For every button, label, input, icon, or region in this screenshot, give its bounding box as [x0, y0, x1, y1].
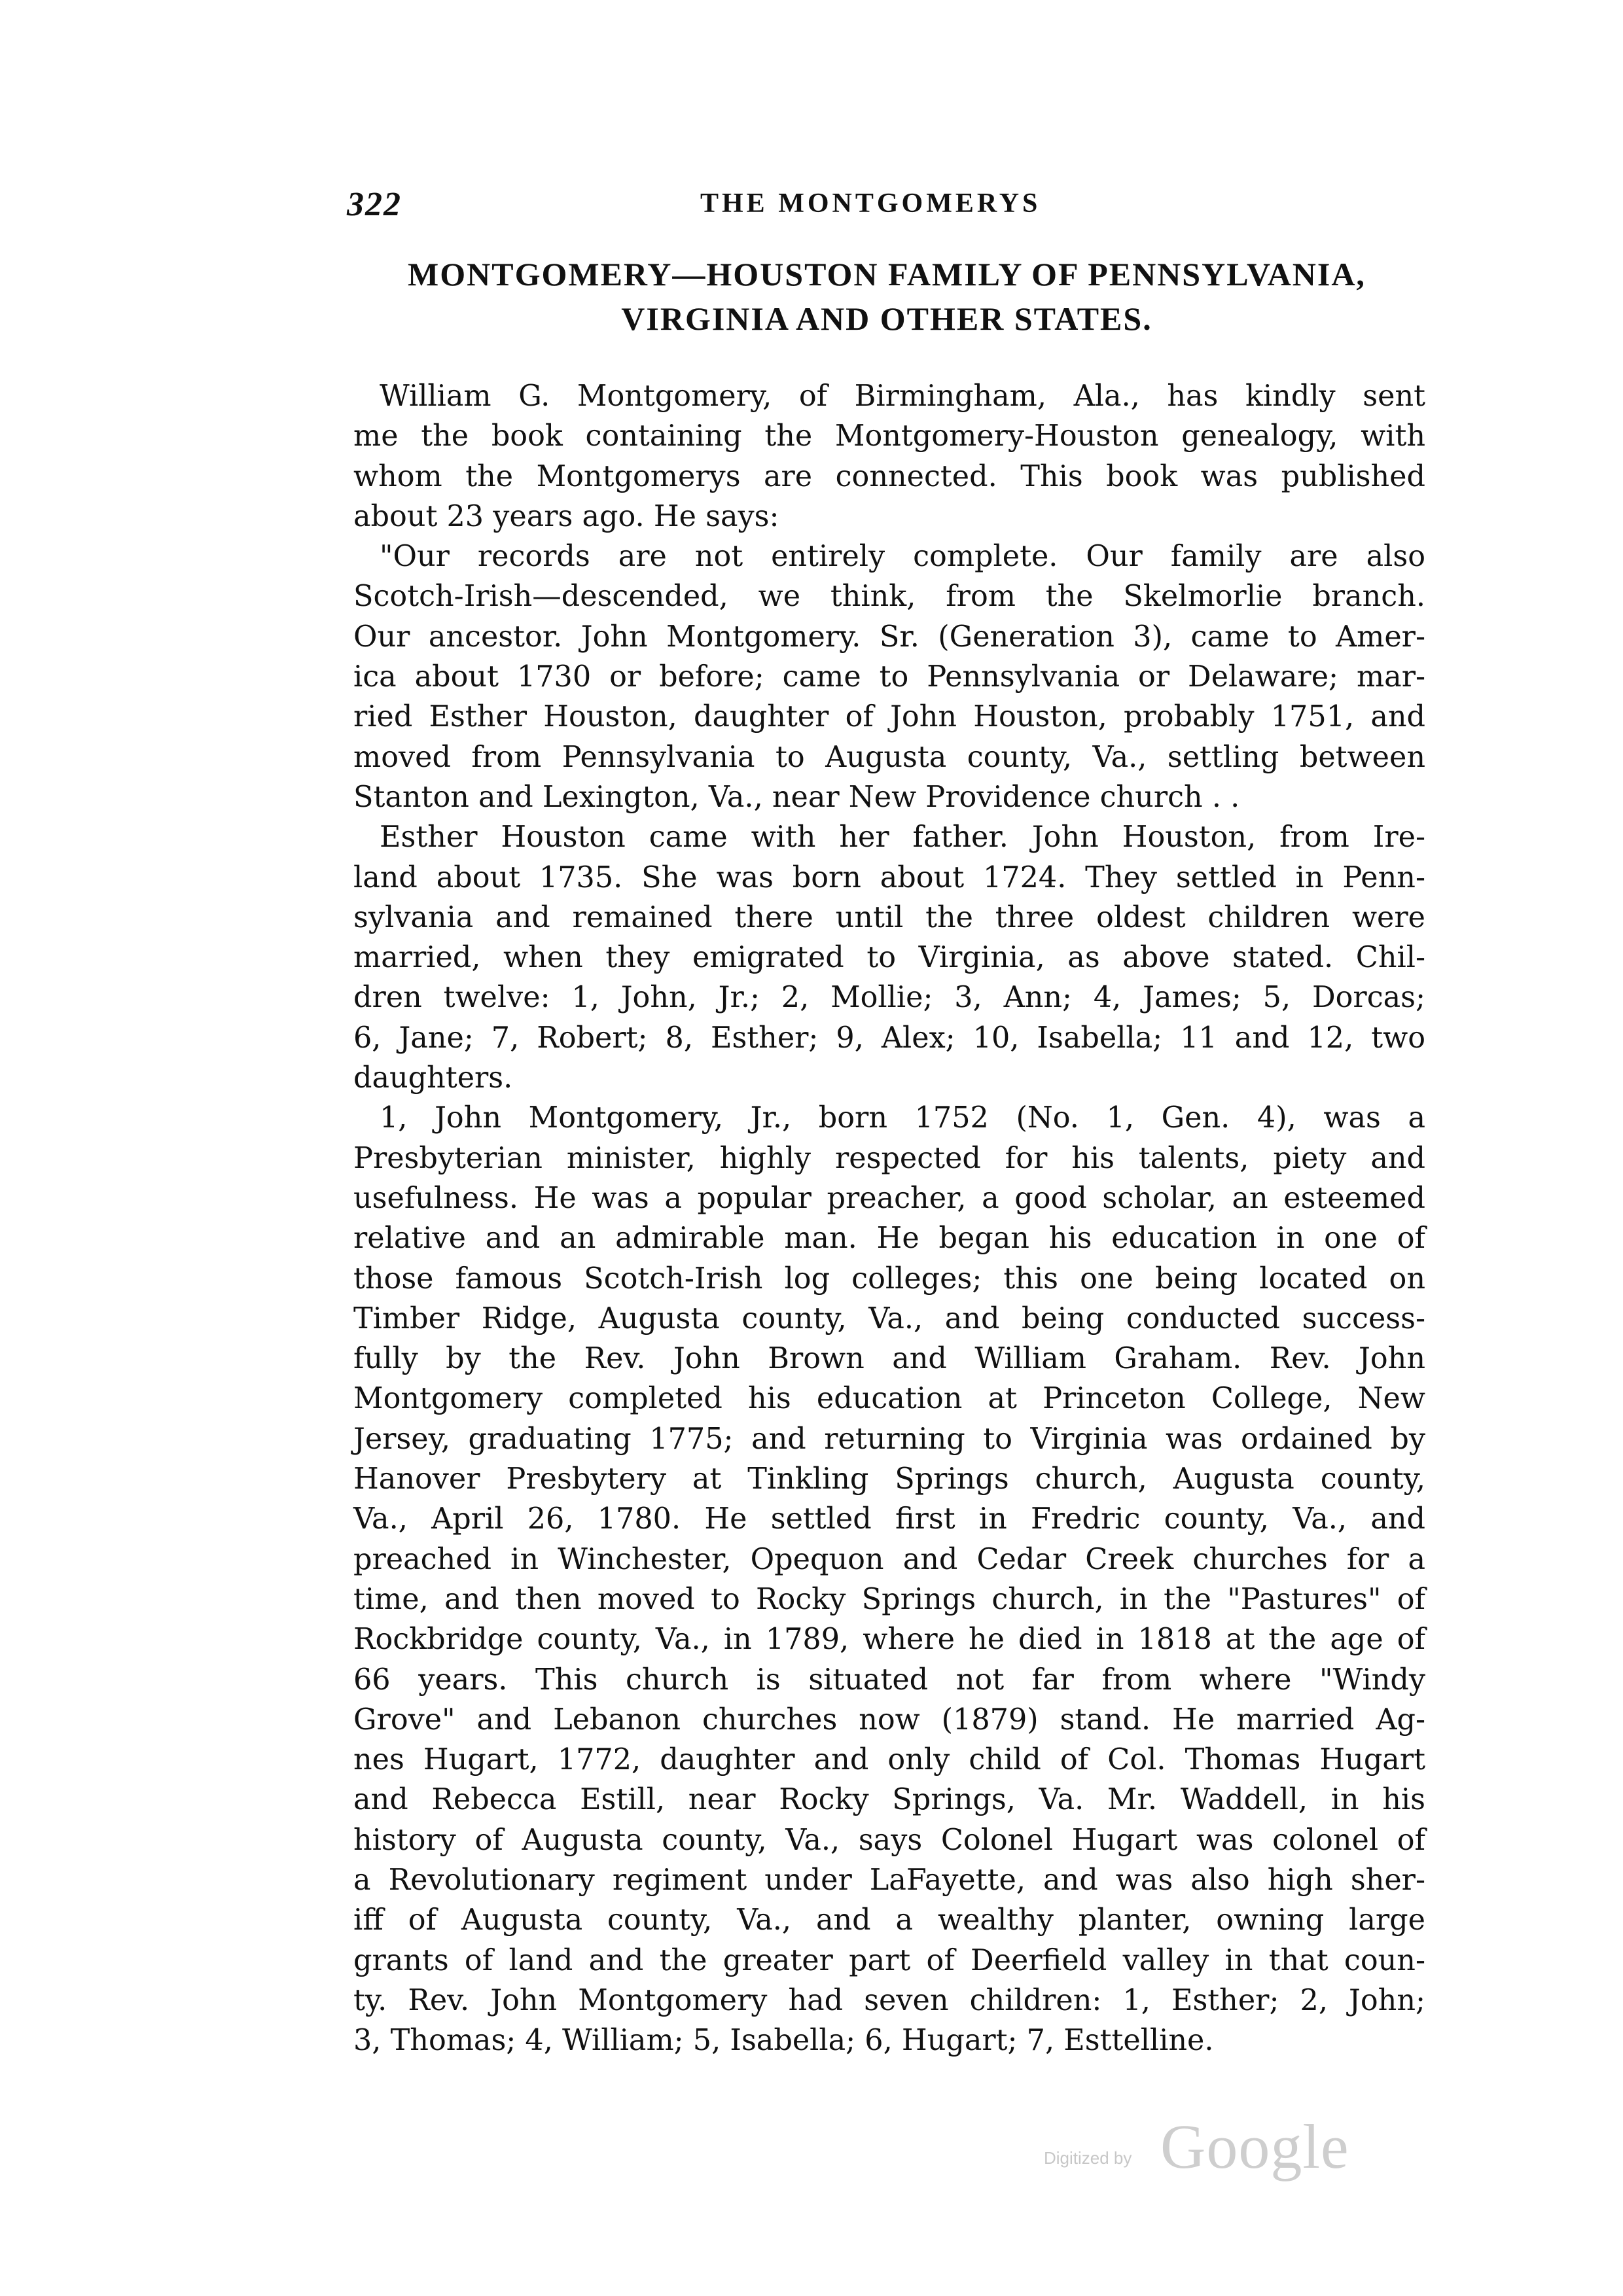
- text-line: daughters.: [353, 1061, 513, 1095]
- text-line: Our ancestor. John Montgomery. Sr. (Generation 3), came to Amer-: [353, 620, 1425, 654]
- text-line: ried Esther Houston, daughter of John Houston, probably 1751, and: [353, 700, 1425, 734]
- text-line: married, when they emigrated to Virginia, as above stated. Chil-: [353, 941, 1425, 975]
- text-line: Presbyterian minister, highly respected for his talents, piety and: [353, 1141, 1425, 1175]
- text-line: nes Hugart, 1772, daughter and only child of Col. Thomas Hugart: [353, 1743, 1425, 1777]
- digitized-by-google-watermark: [1044, 2110, 1349, 2182]
- text-line: about 23 years ago. He says:: [353, 499, 779, 533]
- text-line: dren twelve: 1, John, Jr.; 2, Mollie; 3, Ann; 4, James; 5, Dorcas;: [353, 981, 1425, 1015]
- text-line: and Rebecca Estill, near Rocky Springs, Va. Mr. Waddell, in his: [353, 1783, 1425, 1817]
- text-line: Jersey, graduating 1775; and returning to Virginia was ordained by: [353, 1422, 1425, 1456]
- text-line: 6, Jane; 7, Robert; 8, Esther; 9, Alex; 10, Isabella; 11 and 12, two: [353, 1021, 1425, 1055]
- text-line: moved from Pennsylvania to Augusta county, Va., settling between: [353, 740, 1425, 774]
- text-line: whom the Montgomerys are connected. This book was published: [353, 459, 1425, 493]
- google-logo: Google: [1160, 2111, 1349, 2181]
- text-line: relative and an admirable man. He began his education in one of: [353, 1222, 1425, 1256]
- text-line: Stanton and Lexington, Va., near New Providence church . .: [353, 780, 1240, 814]
- text-line: Va., April 26, 1780. He settled first in Fredric county, Va., and: [353, 1502, 1425, 1536]
- text-line: sylvania and remained there until the three oldest children were: [353, 900, 1425, 934]
- text-line: those famous Scotch-Irish log colleges; this one being located on: [353, 1262, 1425, 1296]
- text-line: 66 years. This church is situated not far from where "Windy: [353, 1663, 1425, 1697]
- text-line: Timber Ridge, Augusta county, Va., and being conducted success-: [353, 1301, 1425, 1335]
- text-line: William G. Montgomery, of Birmingham, Ala., has kindly sent: [380, 380, 1425, 413]
- text-line: iff of Augusta county, Va., and a wealthy planter, owning large: [353, 1903, 1425, 1937]
- text-line: a Revolutionary regiment under LaFayette, and was also high sher-: [353, 1863, 1425, 1897]
- text-line: preached in Winchester, Opequon and Cedar Creek churches for a: [353, 1542, 1425, 1576]
- running-head: [347, 185, 1427, 231]
- text-line: 1, John Montgomery, Jr., born 1752 (No. 1, Gen. 4), was a: [380, 1101, 1425, 1135]
- text-line: time, and then moved to Rocky Springs church, in the "Pastures" of: [353, 1582, 1425, 1616]
- text-line: Grove" and Lebanon churches now (1879) stand. He married Ag-: [353, 1703, 1425, 1737]
- text-line: ty. Rev. John Montgomery had seven children: 1, Esther; 2, John;: [353, 1983, 1425, 2017]
- text-line: Hanover Presbytery at Tinkling Springs church, Augusta county,: [353, 1462, 1425, 1496]
- text-line: Montgomery completed his education at Princeton College, New: [353, 1382, 1425, 1416]
- digitized-by-label: Digitized by: [1044, 2148, 1132, 2168]
- body-text: [353, 376, 1425, 2060]
- chapter-title-line: VIRGINIA AND OTHER STATES.: [621, 300, 1152, 337]
- running-title: THE MONTGOMERYS: [700, 188, 1041, 219]
- text-line: ica about 1730 or before; came to Pennsylvania or Delaware; mar-: [353, 660, 1425, 694]
- chapter-title-line: MONTGOMERY—HOUSTON FAMILY OF PENNSYLVANIA,: [408, 256, 1366, 292]
- text-line: usefulness. He was a popular preacher, a good scholar, an esteemed: [353, 1181, 1425, 1215]
- text-line: 3, Thomas; 4, William; 5, Isabella; 6, Hugart; 7, Esttelline.: [353, 2024, 1214, 2058]
- text-line: grants of land and the greater part of Deerfield valley in that coun-: [353, 1943, 1425, 1977]
- text-line: fully by the Rev. John Brown and William Graham. Rev. John: [353, 1342, 1425, 1376]
- text-line: history of Augusta county, Va., says Colonel Hugart was colonel of: [353, 1823, 1425, 1857]
- text-line: me the book containing the Montgomery-Houston genealogy, with: [353, 419, 1425, 453]
- text-line: land about 1735. She was born about 1724. They settled in Penn-: [353, 860, 1425, 894]
- chapter-title: [347, 252, 1427, 341]
- text-line: "Our records are not entirely complete. Our family are also: [380, 540, 1425, 574]
- page-number: 322: [347, 186, 402, 223]
- text-line: Esther Houston came with her father. John Houston, from Ire-: [380, 821, 1425, 855]
- text-line: Rockbridge county, Va., in 1789, where he died in 1818 at the age of: [353, 1623, 1425, 1657]
- text-line: Scotch-Irish—descended, we think, from the Skelmorlie branch.: [353, 580, 1425, 614]
